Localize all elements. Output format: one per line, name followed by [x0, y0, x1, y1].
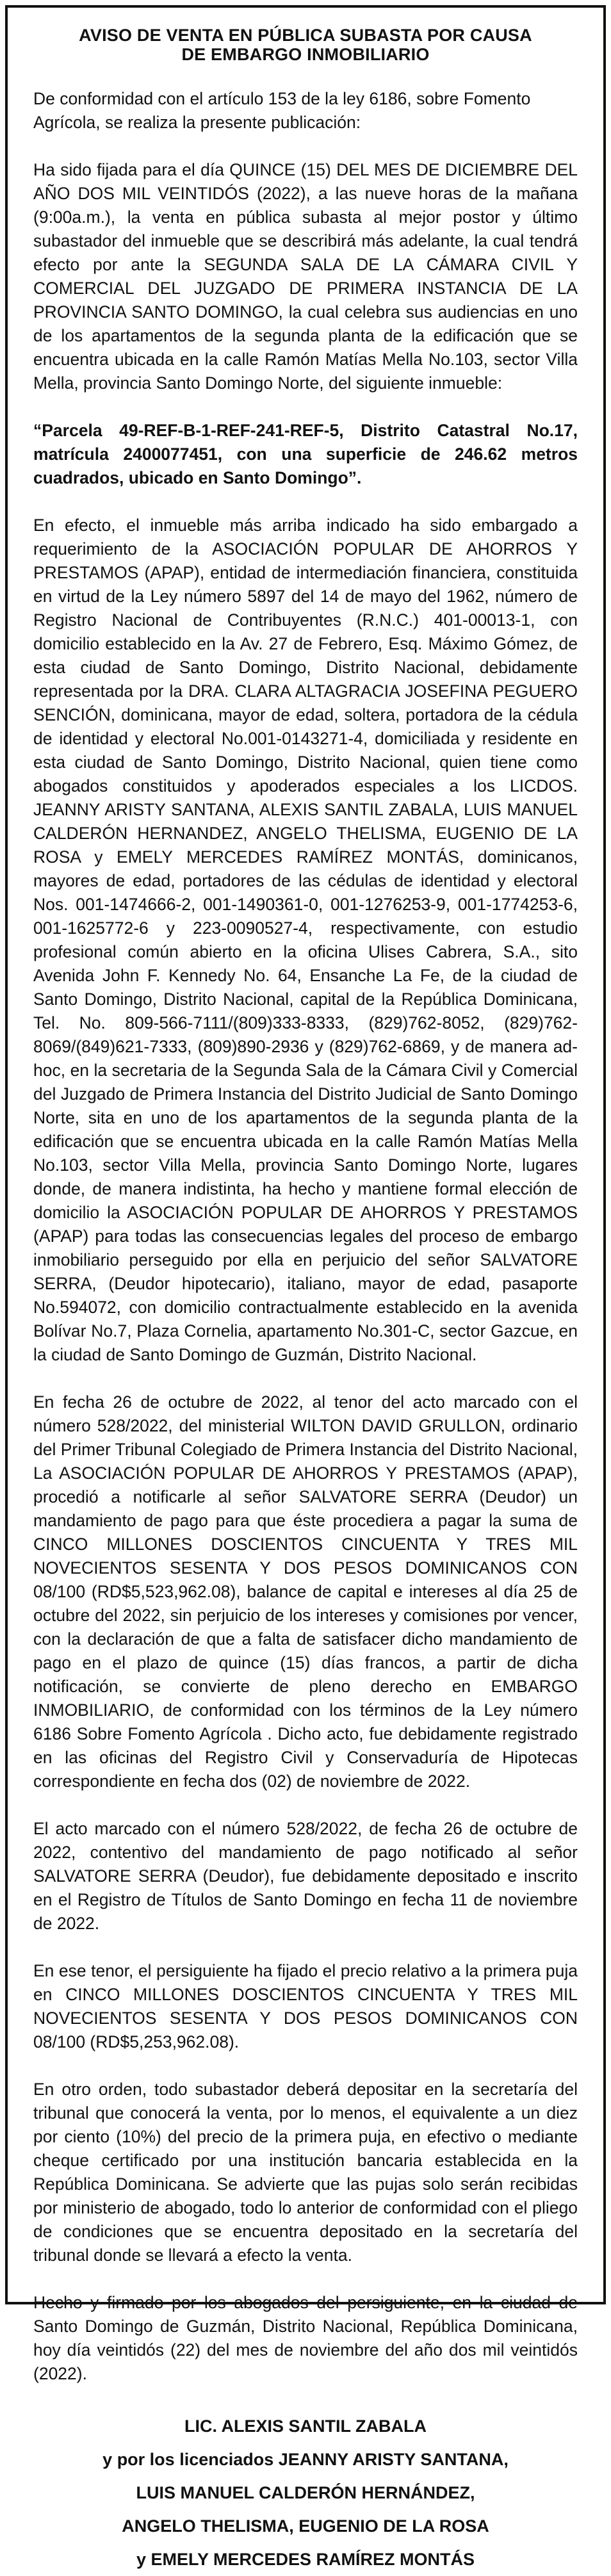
payment-order-paragraph: En fecha 26 de octubre de 2022, al tenor del acto marcado con el número 528/2022, del ministerial WILTON DAVID GRULLON, ordinario del Primer Tribunal Colegiado de Primera Instancia del Distrito Nacional, La ASOCIACIÓN POPULAR DE AHORROS Y PRESTAMOS (APAP), procedió a notificarle al señor SALVATORE SERRA (Deudor) un mandamiento de pago para que éste procediera a pagar la suma de CINCO MILLONES DOSCIENTOS CINCUENTA Y TRES MIL NOVECIENTOS SESENTA Y DOS PESOS DOMINICANOS CON 08/100 (RD$5,523,962.08), balance de capital e intereses al día 25 de octubre del 2022, sin perjuicio de los intereses y comisiones por vencer, con la declaración de que a falta de satisfacer dicho mandamiento de pago en el plazo de quince (15) días francos, a partir de dicha notificación, se convierte de pleno derecho en EMBARGO INMOBILIARIO, de conformidad con los términos de la Ley número 6186 Sobre Fomento Agrícola . Dicho acto, fue debidamente registrado en las oficinas del Registro Civil y Conservaduría de Hipotecas correspondiente en fecha dos (02) de noviembre de 2022.	[33, 1392, 578, 1791]
signature-line-1: LIC. ALEXIS SANTIL ZABALA	[184, 2417, 427, 2436]
first-bid-price-paragraph: En ese tenor, el persiguiente ha fijado el precio relativo a la primera puja en CINCO MILLONES DOSCIENTOS CINCUENTA Y TRES MIL NOVECIENTOS SESENTA Y DOS PESOS DOMINICANOS CON 08/100 (RD$5,253,962.08).	[33, 1961, 578, 2051]
signature-line-2: y por los licenciados JEANNY ARISTY SANTANA,	[102, 2450, 509, 2469]
registry-paragraph: El acto marcado con el número 528/2022, de fecha 26 de octubre de 2022, contentivo del mandamiento de pago notificado al señor SALVATORE SERRA (Deudor), fue debidamente depositado e inscrito en el Registro de Títulos de Santo Domingo en fecha 11 de noviembre de 2022.	[33, 1819, 578, 1933]
signature-block	[33, 2409, 578, 2576]
embargo-paragraph: En efecto, el inmueble más arriba indicado ha sido embargado a requerimiento de la ASOCIACIÓN POPULAR DE AHORROS Y PRESTAMOS (APAP), entidad de intermediación financiera, constituida en virtud de la Ley número 5897 del 14 de mayo del 1962, número de Registro Nacional de Contribuyentes (R.N.C.) 401-00013-1, con domicilio establecido en la Av. 27 de Febrero, Esq. Máximo Gómez, de esta ciudad de Santo Domingo, Distrito Nacional, debidamente representada por la DRA. CLARA ALTAGRACIA JOSEFINA PEGUERO SENCIÓN, dominicana, mayor de edad, soltera, portadora de la cédula de identidad y electoral No.001-0143271-4, domiciliada y residente en esta ciudad de Santo Domingo, Distrito Nacional, quien tiene como abogados constituidos y apoderados especiales a los LICDOS. JEANNY ARISTY SANTANA, ALEXIS SANTIL ZABALA, LUIS MANUEL CALDERÓN HERNANDEZ, ANGELO THELISMA, EUGENIO DE LA ROSA y EMELY MERCEDES RAMÍREZ MONTÁS, dominicanos, mayores de edad, portadores de las cédulas de identidad y electoral Nos. 001-1474666-2, 001-1490361-0, 001-1276253-9, 001-1774253-6, 001-1625772-6 y 223-0090527-4, respectivamente, con estudio profesional común abierto en la oficina Ulises Cabrera, S.A., sito Avenida John F. Kennedy No. 64, Ensanche La Fe, de la ciudad de Santo Domingo, Distrito Nacional, capital de la República Dominicana, Tel. No. 809-566-7111/(809)333-8333, (829)762-8052, (829)762-8069/(849)621-7333, (809)890-2936 y (829)762-6869, y de manera ad-hoc, en la secretaria de la Segunda Sala de la Cámara Civil y Comercial del Juzgado de Primera Instancia del Distrito Judicial de Santo Domingo Norte, sita en uno de los apartamentos de la segunda planta de la edificación que se encuentra ubicada en la calle Ramón Matías Mella No.103, sector Villa Mella, provincia Santo Domingo Norte, lugares donde, de manera indistinta, ha hecho y mantiene formal elección de domicilio la ASOCIACIÓN POPULAR DE AHORROS Y PRESTAMOS (APAP) para todas las consecuencias legales del proceso de embargo inmobiliario perseguido por ella en perjuicio del señor SALVATORE SERRA, (Deudor hipotecario), italiano, mayor de edad, pasaporte No.594072, con domicilio contractualmente establecido en la avenida Bolívar No.7, Plaza Cornelia, apartamento No.301-C, sector Gazcue, en la ciudad de Santo Domingo de Guzmán, Distrito Nacional.	[33, 516, 578, 1364]
notice-title	[33, 26, 578, 64]
intro-paragraph: De conformidad con el artículo 153 de la ley 6186, sobre Fomento Agrícola, se realiza la presente publicación:	[33, 89, 531, 132]
bidder-deposit-paragraph: En otro orden, todo subastador deberá depositar en la secretaría del tribunal que conocerá la venta, por lo menos, el equivalente a un diez por ciento (10%) del precio de la primera puja, en efectivo o mediante cheque certificado por una institución bancaria establecida en la República Dominicana. Se advierte que las pujas solo serán recibidas por ministerio de abogado, todo lo anterior de conformidad con el pliego de condiciones que se encuentra depositado en la secretaría del tribunal donde se llevará a efecto la venta.	[33, 2080, 578, 2265]
signed-paragraph: Hecho y firmado por los abogados del persiguiente, en la ciudad de Santo Domingo de Guzmán, Distrito Nacional, República Dominicana, hoy día veintidós (22) del mes de noviembre del año dos mil veintidós (2022).	[33, 2293, 578, 2383]
notice-title-line-1: AVISO DE VENTA EN PÚBLICA SUBASTA POR CAUSA	[79, 26, 532, 45]
legal-notice	[5, 5, 606, 2569]
property-description: “Parcela 49-REF-B-1-REF-241-REF-5, Distrito Catastral No.17, matrícula 2400077451, con una superficie de 246.62 metros cuadrados, ubicado en Santo Domingo”.	[33, 421, 578, 487]
auction-date-paragraph: Ha sido fijada para el día QUINCE (15) DEL MES DE DICIEMBRE DEL AÑO DOS MIL VEINTIDÓS (2022), a las nueve horas de la mañana (9:00a.m.), la venta en pública subasta al mejor postor y último subastador del inmueble que se describirá más adelante, la cual tendrá efecto por ante la SEGUNDA SALA DE LA CÁMARA CIVIL Y COMERCIAL DEL JUZGADO DE PRIMERA INSTANCIA DE LA PROVINCIA SANTO DOMINGO, la cual celebra sus audiencias en uno de los apartamentos de la segunda planta de la edificación que se encuentra ubicada en la calle Ramón Matías Mella No.103, sector Villa Mella, provincia Santo Domingo Norte, del siguiente inmueble:	[33, 160, 578, 393]
signature-line-4: ANGELO THELISMA, EUGENIO DE LA ROSA	[122, 2516, 489, 2536]
signature-line-5: y EMELY MERCEDES RAMÍREZ MONTÁS	[136, 2550, 475, 2569]
signature-line-3: LUIS MANUEL CALDERÓN HERNÁNDEZ,	[136, 2483, 475, 2502]
notice-title-line-2: DE EMBARGO INMOBILIARIO	[181, 45, 430, 64]
